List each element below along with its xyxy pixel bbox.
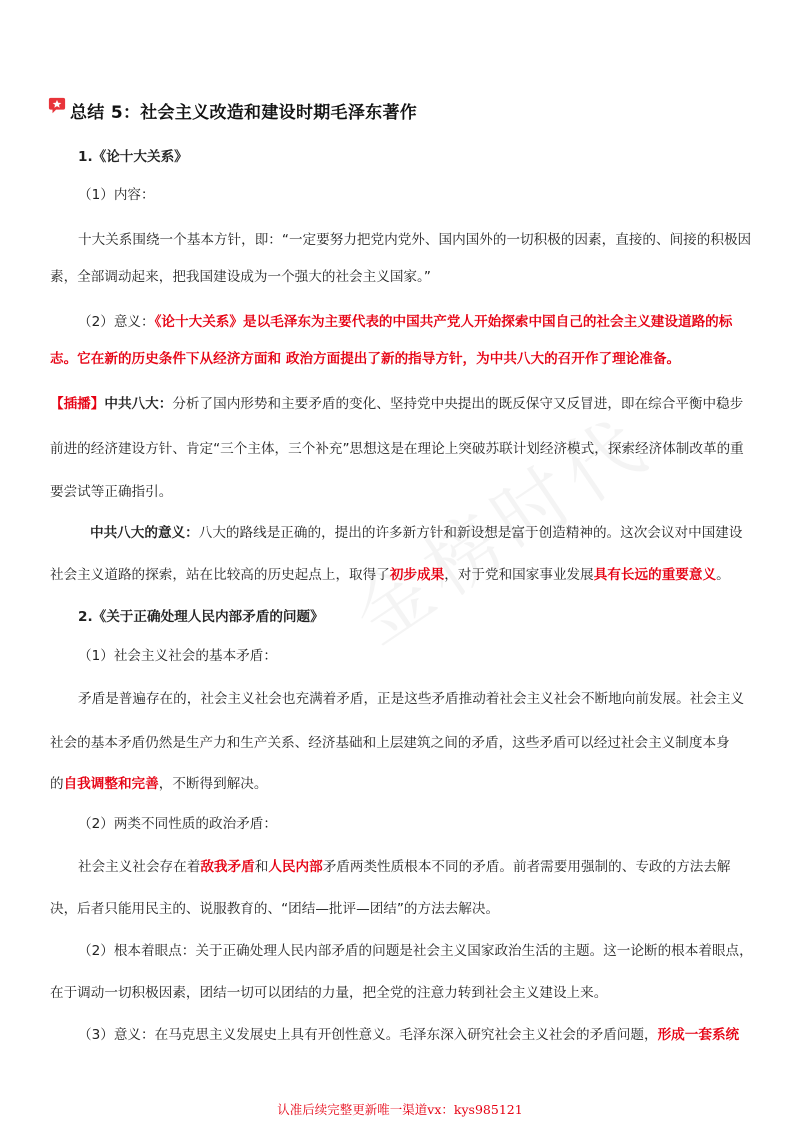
paragraph-text: 社会主义道路的探索，站在比较高的历史起点上，取得了 <box>50 567 390 583</box>
paragraph-text: 。 <box>716 567 730 583</box>
subheading: （1）社会主义社会的基本矛盾： <box>78 648 277 664</box>
paragraph-text: 八大的路线是正确的，提出的许多新方针和新设想是富于创造精神的。这次会议对中国建设 <box>198 525 743 541</box>
subheading: （2）两类不同性质的政治矛盾： <box>78 816 277 832</box>
section-heading: 2.《关于正确处理人民内部矛盾的问题》 <box>78 609 324 625</box>
page-title: 总结 5：社会主义改造和建设时期毛泽东著作 <box>70 102 418 123</box>
paragraph-text: ，对于党和国家事业发展 <box>444 567 594 583</box>
paragraph-line <box>78 940 753 962</box>
highlight-text: 形成一套系统 <box>657 1027 740 1043</box>
subheading: （3）意义： <box>78 1027 155 1043</box>
star-badge-icon <box>48 97 66 115</box>
paragraph-line: 矛盾是普遍存在的，社会主义社会也充满着矛盾，正是这些矛盾推动着社会主义社会不断地向前发展。社会主义 <box>78 691 745 707</box>
paragraph-line: 前进的经济建设方针、肯定“三个主体，三个补充”思想这是在理论上突破苏联计划经济模式，探索经济体制改革的重 <box>50 441 744 457</box>
subheading: （2）根本着眼点： <box>78 943 196 959</box>
paragraph-text: 社会主义社会存在着 <box>78 859 201 875</box>
paragraph-text: 的 <box>50 776 64 792</box>
paragraph-line: 决，后者只能用民主的、说服教育的、“团结—批评—团结”的方法去解决。 <box>50 901 500 917</box>
highlight-text: 人民内部 <box>268 859 323 875</box>
paragraph-text: 在马克思主义发展史上具有开创性意义。毛泽东深入研究社会主义社会的矛盾问题， <box>154 1027 658 1043</box>
paragraph-line: 社会的基本矛盾仍然是生产力和生产关系、经济基础和上层建筑之间的矛盾，这些矛盾可以经过社会主义制度本身 <box>50 735 730 751</box>
paragraph-text: ，不断得到解决。 <box>158 776 268 792</box>
paragraph-line <box>90 522 743 544</box>
section-heading: 1.《论十大关系》 <box>78 149 188 165</box>
highlight-text: 敌我矛盾 <box>200 859 255 875</box>
paragraph-line: 在于调动一切积极因素，团结一切可以团结的力量，把全党的注意力转到社会主义建设上来。 <box>50 985 608 1001</box>
paragraph-text: 矛盾两类性质根本不同的矛盾。前者需要用强制的、专政的方法去解 <box>322 859 731 875</box>
content-label: （1）内容： <box>78 187 155 203</box>
paragraph-line: 十大关系围绕一个基本方针，即：“一定要努力把党内党外、国内国外的一切积极的因素，直接的、间接的积极因 <box>78 232 752 248</box>
paragraph-line <box>78 856 731 878</box>
highlight-text: 初步成果 <box>389 567 445 583</box>
highlight-text: 《论十大关系》是以毛泽东为主要代表的中国共产党人开始探索中国自己的社会主义建设道路的标 <box>154 314 733 330</box>
meaning-label: （2）意义： <box>78 314 155 330</box>
paragraph-text: 分析了国内形势和主要矛盾的变化、坚持党中央提出的既反保守又反冒进，即在综合平衡中稳步 <box>172 396 744 412</box>
highlight-text: 自我调整和完善 <box>63 776 159 792</box>
footer-notice: 认准后续完整更新唯一渠道vx：kys985121 <box>277 1102 523 1117</box>
highlight-text: 志。它在新的历史条件下从经济方面和 政治方面提出了新的指导方针，为中共八大的召开作了理论准备。 <box>50 351 681 367</box>
paragraph-line <box>78 1024 739 1046</box>
paragraph-line: 素，全部调动起来，把我国建设成为一个强大的社会主义国家。” <box>50 269 431 285</box>
title-row <box>48 97 417 123</box>
insert-label: 中共八大： <box>104 396 173 412</box>
paragraph-line <box>50 564 730 586</box>
paragraph-line <box>50 393 743 415</box>
paragraph-text: 关于正确处理人民内部矛盾的问题是社会主义国家政治生活的主题。这一论断的根本着眼点， <box>195 943 753 959</box>
paragraph-line <box>50 773 268 795</box>
paragraph-text: 和 <box>254 859 269 875</box>
insert-tag: 【插播】 <box>50 396 105 412</box>
insert-meaning-label: 中共八大的意义： <box>90 525 199 541</box>
paragraph-line: 要尝试等正确指引。 <box>50 484 173 500</box>
highlight-text: 具有长远的重要意义 <box>593 567 717 583</box>
paragraph-line <box>78 311 732 333</box>
